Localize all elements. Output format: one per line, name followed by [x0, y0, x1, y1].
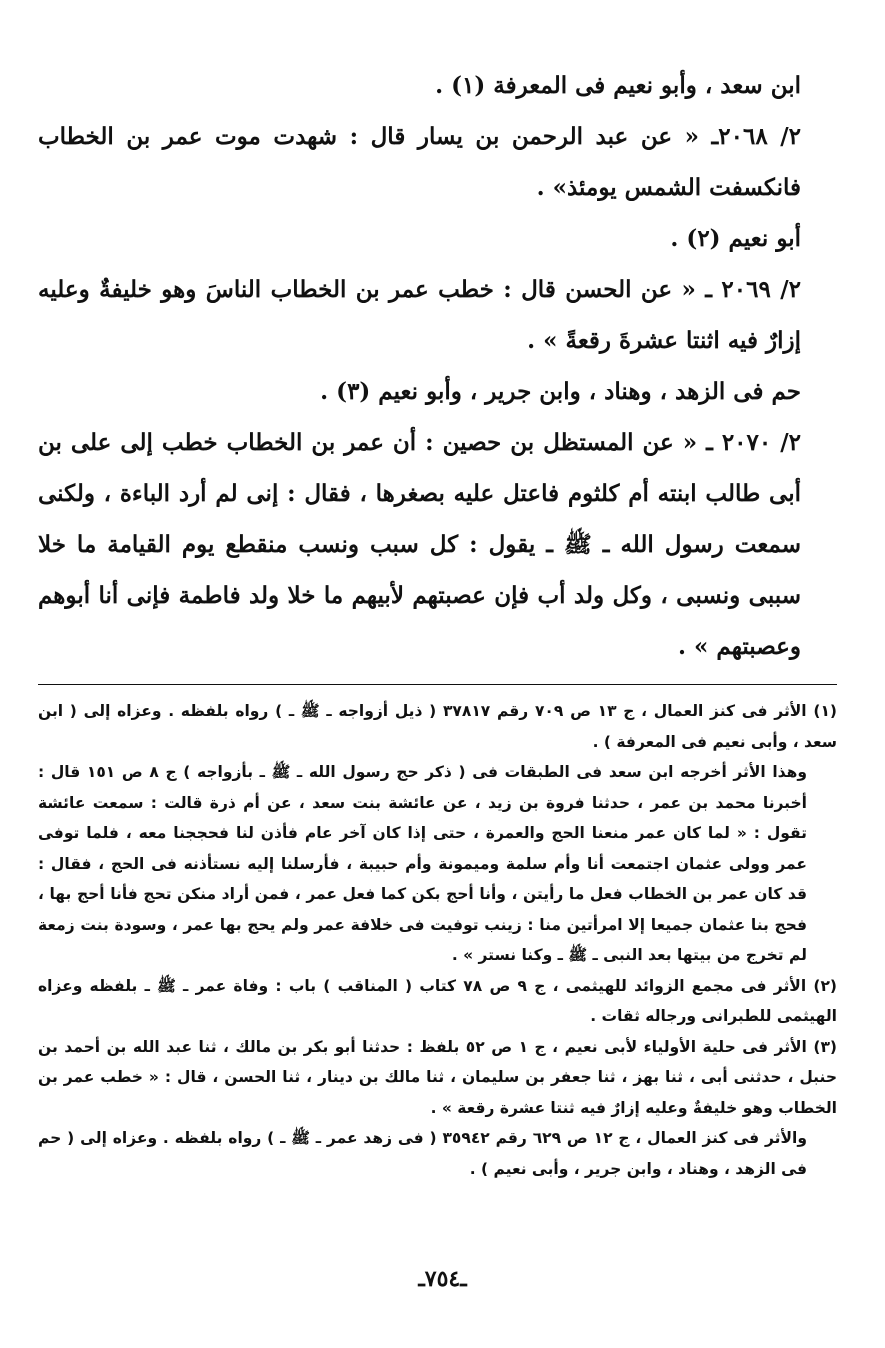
main-paragraph-5: حم فى الزهد ، وهناد ، وابن جرير ، وأبو نعيم (٣) . [320, 378, 801, 405]
page-number: ـ٧٥٤ـ [418, 1266, 467, 1292]
footnote-2: (٢) الأثر فى مجمع الزوائد للهيثمى ، ج ٩ ص ٧٨ كتاب ( المناقب ) باب : وفاة عمر ـ ﷺ ـ بلفظه وعزاه الهيثمى للطبرانى ورجاله ثقات . [38, 976, 837, 1025]
main-paragraph-1: ابن سعد ، وأبو نعيم فى المعرفة (١) . [435, 72, 801, 99]
footnote-1: (١) الأثر فى كنز العمال ، ج ١٣ ص ٧٠٩ رقم ٣٧٨١٧ ( ذيل أزواجه ـ ﷺ ـ ) رواه بلفظه . وعزاه إلى ( ابن سعد ، وأبى نعيم فى المعرفة ) . [38, 702, 837, 751]
footnote-3: (٣) الأثر فى حلية الأولياء لأبى نعيم ، ج ١ ص ٥٢ بلفظ : حدثنا أبو بكر بن مالك ، ثنا عبد الله بن أحمد بن حنبل ، حدثنى أبى ، ثنا بهز ، ثنا جعفر بن سليمان ، ثنا مالك بن دينار ، ثنا الحسن ، قال : « خطب عمر بن الخطاب وهو خليفةٌ وعليه إزارٌ فيه ثنتا عشرة رقعة » . [38, 1037, 838, 1117]
main-paragraph-2069: ٢/ ٢٠٦٩ ـ « عن الحسن قال : خطب عمر بن الخطاب الناسَ وهو خليفةٌ وعليه إزارٌ فيه اثنتا عشرةَ رقعةً » . [38, 276, 801, 354]
page-content [38, 60, 838, 1178]
main-paragraph-3: أبو نعيم (٢) . [670, 225, 801, 252]
main-text [38, 60, 837, 672]
footnote-3-continued: والأثر فى كنز العمال ، ج ١٢ ص ٦٢٩ رقم ٣٥٩٤٢ ( فى زهد عمر ـ ﷺ ـ ) رواه بلفظه . وعزاه إلى ( حم فى الزهد ، وهناد ، وابن جرير ، وأبى نعيم ) . [38, 1129, 807, 1178]
main-paragraph-2070: ٢/ ٢٠٧٠ ـ « عن المستظل بن حصين : أن عمر بن الخطاب خطب إلى على بن أبى طالب ابنته أم كلثوم فاعتل عليه بصغرها ، فقال : إنى لم أرد الباءة ، ولكنى سمعت رسول الله ـ ﷺ ـ يقول : كل سبب ونسب منقطع يوم القيامة ما خلا سببى ونسبى ، وكل ولد أب فإن عصبتهم لأبيهم ما خلا ولد فاطمة فإنى أنا أبوهم وعصبتهم » . [38, 429, 801, 660]
main-paragraph-2068: ٢/ ٢٠٦٨ـ « عن عبد الرحمن بن يسار قال : شهدت موت عمر بن الخطاب فانكسفت الشمس يومئذ» . [38, 123, 801, 201]
footnotes [38, 696, 837, 1184]
footnote-divider [38, 684, 837, 685]
footnote-1-continued: وهذا الأثر أخرجه ابن سعد فى الطبقات فى ( ذكر حج رسول الله ـ ﷺ ـ بأزواجه ) ج ٨ ص ١٥١ قال : أخبرنا محمد بن عمر ، حدثنا فروة بن زيد ، عن عائشة بنت سعد ، عن أم ذرة قالت : سمعت عائشة تقول : « لما كان عمر منعنا الحج والعمرة ، حتى إذا كان آخر عام فأذن لنا فحججنا معه ، فلما توفى عمر وولى عثمان اجتمعت أنا وأم سلمة وميمونة وأم حبيبة ، فأرسلنا إليه نستأذنه فى الحج ، فقال : قد كان عمر بن الخطاب فعل ما رأيتن ، وأنا أحج بكن كما فعل عمر ، فمن أراد منكن تحج فأنا أحج بها ، فحج بنا عثمان جميعا إلا امرأتين منا : زينب توفيت فى خلافة عمر ولم يحج بها عمر ، وسودة بنت زمعة لم تخرج من بيتها بعد النبى ـ ﷺ ـ وكنا نستر » . [38, 763, 808, 964]
